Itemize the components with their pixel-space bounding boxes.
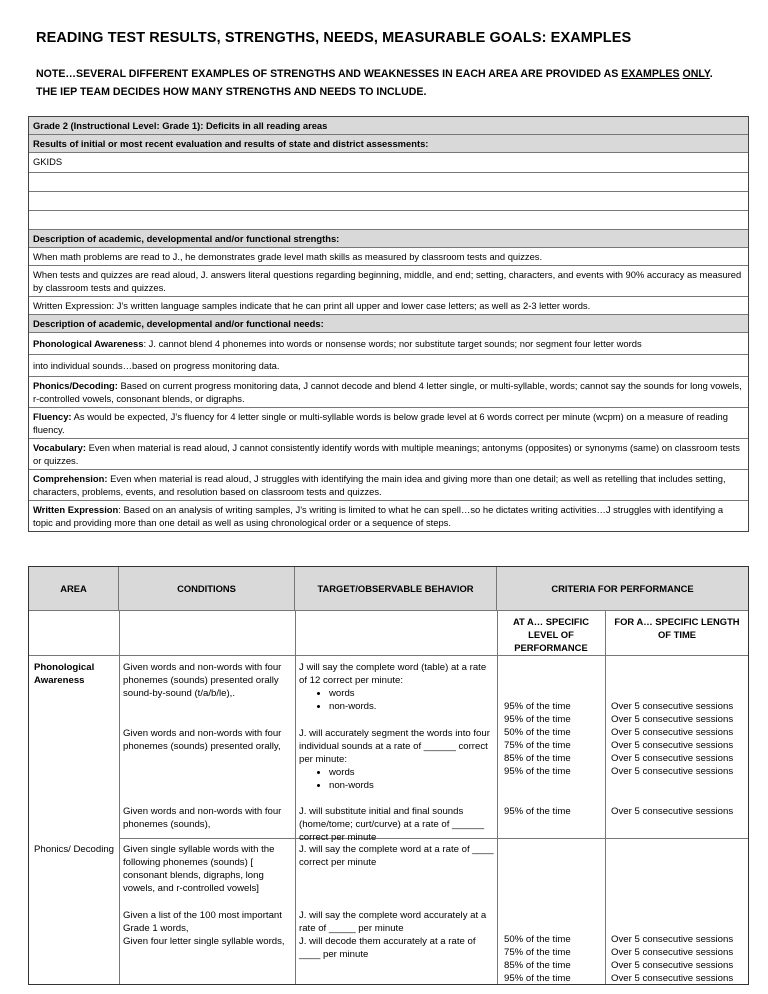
level-item: 85% of the time [504,753,571,764]
need-text: Even when material is read aloud, J struggles with identifying the main idea and giving more than one detail; as well as retelling that includes setting, characters, problems, events, and resolution based on classroom tests and quizzes. [33,473,726,497]
target-item: J. will substitute initial and final sounds (home/tome; curt/curve) at a rate of ______ correct per minute [299,806,485,843]
time-item: Over 5 consecutive sessions [611,714,734,725]
need-item [29,439,748,470]
header-area: AREA [29,567,119,610]
strength-item: When math problems are read to J., he demonstrates grade level math skills as measured by classroom tests and quizzes. [29,248,748,266]
row-divider [29,610,748,611]
strength-item: When tests and quizzes are read aloud, J. answers literal questions regarding beginning, middle, and end; setting, characters, and events with 90% accuracy as measured by classroom tests and quizzes. [29,266,748,297]
header-target: TARGET/OBSERVABLE BEHAVIOR [295,567,497,610]
target-item [299,661,494,713]
blank-row [29,211,748,230]
column-divider [119,610,120,984]
need-label: Written Expression [33,504,119,515]
time-item: Over 5 consecutive sessions [611,806,734,817]
time-item: Over 5 consecutive sessions [611,727,734,738]
time-item: Over 5 consecutive sessions [611,753,734,764]
grade-header: Grade 2 (Instructional Level: Grade 1): Deficits in all reading areas [29,117,748,135]
condition-item: Given single syllable words with the following phonemes (sounds) [ consonant blends, digraphs, long vowels, and r-controlled vowels] [123,844,275,894]
header-criteria: CRITERIA FOR PERFORMANCE [497,567,748,610]
bullet-item: • non-words. [329,700,494,713]
column-divider [295,610,296,984]
note-text-2: . THE IEP TEAM DECIDES HOW MANY STRENGTHS AND NEEDS TO INCLUDE. [36,68,713,98]
bullet-item: • non-words [329,779,494,792]
target-item: J. will say the complete word at a rate of ____ correct per minute [299,844,494,868]
need-item [29,501,748,531]
note-text-1: NOTE…SEVERAL DIFFERENT EXAMPLES OF STRENGTHS AND WEAKNESSES IN EACH AREA ARE PROVIDED AS [36,68,622,80]
bullet-item: • words [329,766,494,779]
level-item: 95% of the time [504,806,571,817]
level-item: 95% of the time [504,701,571,712]
strength-item: Written Expression: J’s written language samples indicate that he can print all upper and lower case letters; as well as 2-3 letter words. [29,297,748,315]
need-text: J. cannot blend 4 phonemes into words or nonsense words; nor substitute target sounds; nor segment four letter words [148,338,642,349]
note [36,65,736,101]
level-item: 75% of the time [504,740,571,751]
need-item [29,355,748,377]
time-item: Over 5 consecutive sessions [611,701,734,712]
needs-header: Description of academic, developmental and/or functional needs: [29,315,748,333]
need-sep: : [143,338,149,349]
level-item: 95% of the time [504,714,571,725]
condition-item: Given words and non-words with four phonemes (sounds) presented orally sound-by-sound (t/a/b/le),. [123,662,282,699]
row-divider [29,655,748,656]
level-item: 85% of the time [504,960,571,971]
page-title: READING TEST RESULTS, STRENGTHS, NEEDS, MEASURABLE GOALS: EXAMPLES [36,30,632,46]
need-text: into individual sounds…based on progress monitoring data. [33,360,280,371]
column-divider [605,610,606,984]
need-text: Based on current progress monitoring data, J cannot decode and blend 4 letter single, or multi-syllable, words; cannot say the sounds for long vowels, r-controlled vowels, consonant blends, or digraphs. [33,380,742,404]
need-item [29,377,748,408]
strengths-header: Description of academic, developmental and/or functional strengths: [29,230,748,248]
subheader-time: FOR A… SPECIFIC LENGTH OF TIME [614,616,740,640]
blank-row [29,192,748,211]
student-info-table [28,116,749,532]
note-examples: EXAMPLES [621,68,680,80]
target-text: J will say the complete word (table) at a rate of 12 correct per minute: [299,662,487,686]
target-bullets [299,687,494,713]
condition-item: Given words and non-words with four phonemes (sounds), [123,806,282,830]
area-phonological: Phonological Awareness [34,662,95,686]
target-text: J. will accurately segment the words into four individual sounds at a rate of ______ correct per minute: [299,728,490,765]
target-item [299,727,494,792]
level-item: 95% of the time [504,973,571,984]
time-group [611,700,746,778]
target-item: J. will decode them accurately at a rate of ____ per minute [299,936,476,960]
need-item [29,470,748,501]
need-text: Even when material is read aloud, J cannot consistently identify words with multiple meanings; antonyms (opposites) or synonyms (same) on classroom tests or quizzes. [33,442,740,466]
bullet-item: • words [329,687,494,700]
subheader-level: AT A… SPECIFIC LEVEL OF PERFORMANCE [512,616,590,653]
need-item [29,333,748,355]
time-group [611,933,746,985]
time-item: Over 5 consecutive sessions [611,973,734,984]
time-item: Over 5 consecutive sessions [611,934,734,945]
condition-item: Given words and non-words with four phonemes (sounds) presented orally, [123,728,282,752]
need-label: Comprehension: [33,473,108,484]
header-conditions: CONDITIONS [119,567,295,610]
area-decoding: Phonics/ Decoding [34,844,114,855]
time-item: Over 5 consecutive sessions [611,766,734,777]
need-text: Based on an analysis of writing samples, J’s writing is limited to what he can spell…so he dictates writing activities…J struggles with identifying a topic and providing more than one detail as well as using chronological order or a sequence of steps. [33,504,724,528]
need-label: Phonics/Decoding: [33,380,118,391]
level-item: 75% of the time [504,947,571,958]
blank-row [29,173,748,192]
time-item: Over 5 consecutive sessions [611,960,734,971]
need-text: As would be expected, J’s fluency for 4 letter single or multi-syllable words is below grade level at 6 words correct per minute (wcpm) on a measure of reading fluency. [33,411,728,435]
results-value: GKIDS [29,153,748,173]
results-header: Results of initial or most recent evaluation and results of state and district assessments: [29,135,748,153]
need-item [29,408,748,439]
target-bullets [299,766,494,792]
level-group [504,700,604,778]
condition-item: Given four letter single syllable words, [123,936,285,947]
level-group [504,933,604,985]
level-item: 95% of the time [504,766,571,777]
need-label: Phonological Awareness [33,338,144,349]
need-label: Vocabulary: [33,442,86,453]
time-item: Over 5 consecutive sessions [611,740,734,751]
note-only: ONLY [682,68,710,80]
column-divider [497,610,498,984]
level-item: 50% of the time [504,934,571,945]
target-item: J. will say the complete word accurately at a rate of _____ per minute [299,910,487,934]
need-sep: : [118,504,124,515]
level-item: 50% of the time [504,727,571,738]
time-item: Over 5 consecutive sessions [611,947,734,958]
condition-item: Given a list of the 100 most important Grade 1 words, [123,910,282,934]
need-label: Fluency: [33,411,72,422]
goals-table [28,566,749,985]
